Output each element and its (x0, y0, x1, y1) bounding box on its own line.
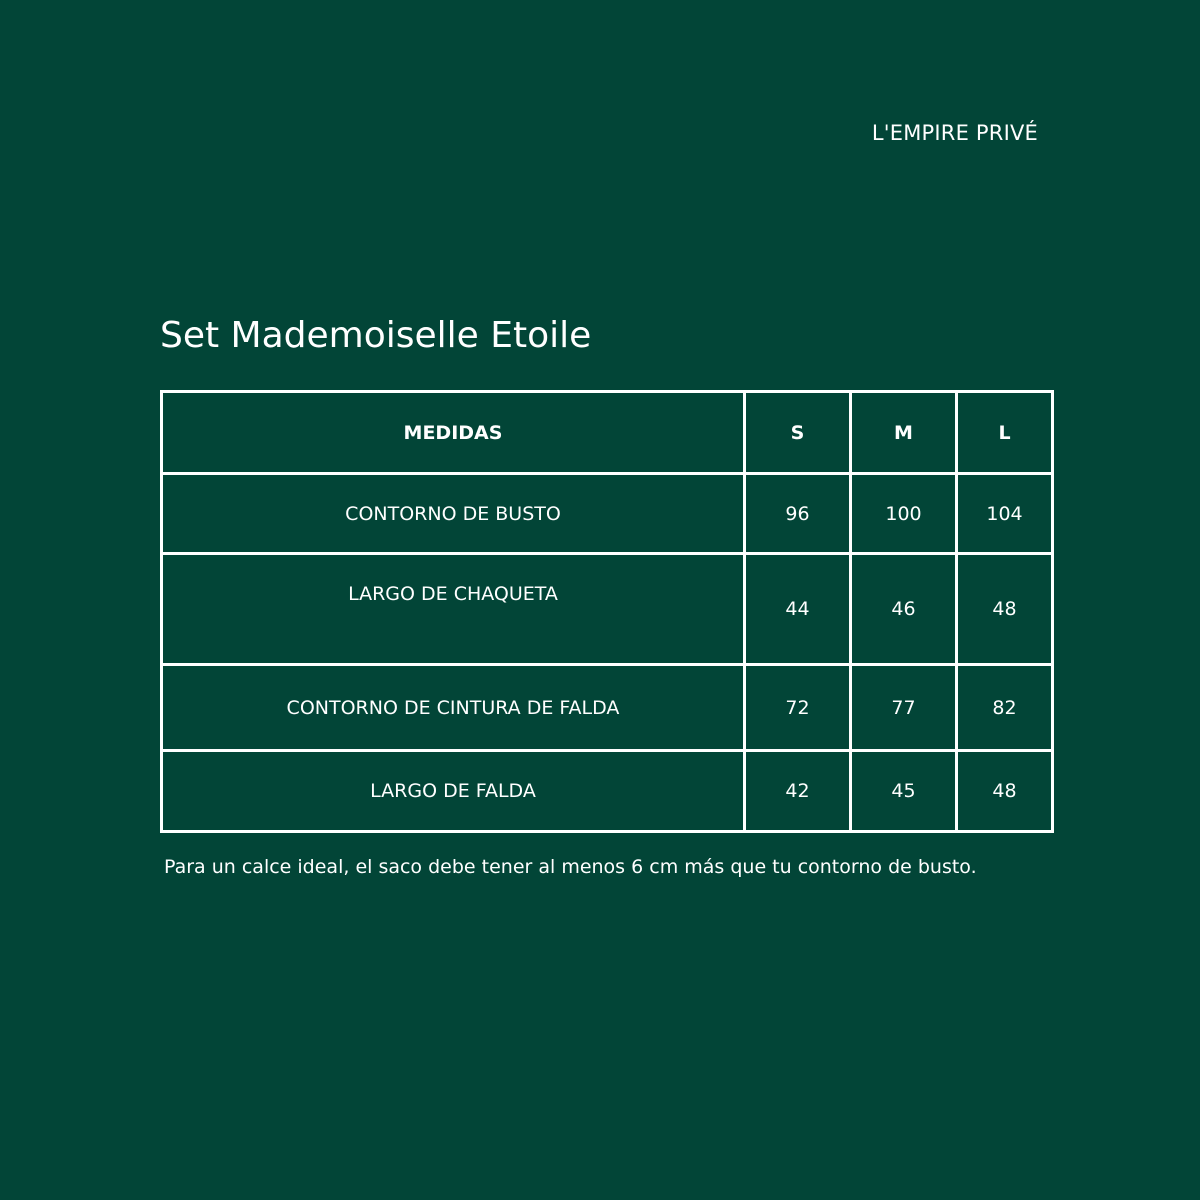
value-s: 44 (745, 554, 851, 665)
value-m: 77 (851, 665, 957, 751)
header-medidas: MEDIDAS (162, 392, 745, 474)
value-l: 104 (957, 474, 1053, 554)
header-size-m: M (851, 392, 957, 474)
page-title: Set Mademoiselle Etoile (160, 315, 592, 356)
value-l: 48 (957, 751, 1053, 832)
value-l: 82 (957, 665, 1053, 751)
row-label: CONTORNO DE CINTURA DE FALDA (162, 665, 745, 751)
value-m: 45 (851, 751, 957, 832)
table-row (162, 474, 1053, 554)
header-size-s: S (745, 392, 851, 474)
value-m: 100 (851, 474, 957, 554)
row-label: LARGO DE FALDA (162, 751, 745, 832)
table-row (162, 554, 1053, 665)
value-s: 72 (745, 665, 851, 751)
table-row (162, 665, 1053, 751)
row-label: LARGO DE CHAQUETA (162, 554, 745, 665)
value-s: 96 (745, 474, 851, 554)
header-size-l: L (957, 392, 1053, 474)
value-s: 42 (745, 751, 851, 832)
value-l: 48 (957, 554, 1053, 665)
table-header-row (162, 392, 1053, 474)
size-chart-table (160, 390, 1054, 833)
value-m: 46 (851, 554, 957, 665)
table-row (162, 751, 1053, 832)
fit-note: Para un calce ideal, el saco debe tener al menos 6 cm más que tu contorno de busto. (164, 856, 977, 878)
row-label: CONTORNO DE BUSTO (162, 474, 745, 554)
brand-name: L'EMPIRE PRIVÉ (871, 121, 1038, 145)
